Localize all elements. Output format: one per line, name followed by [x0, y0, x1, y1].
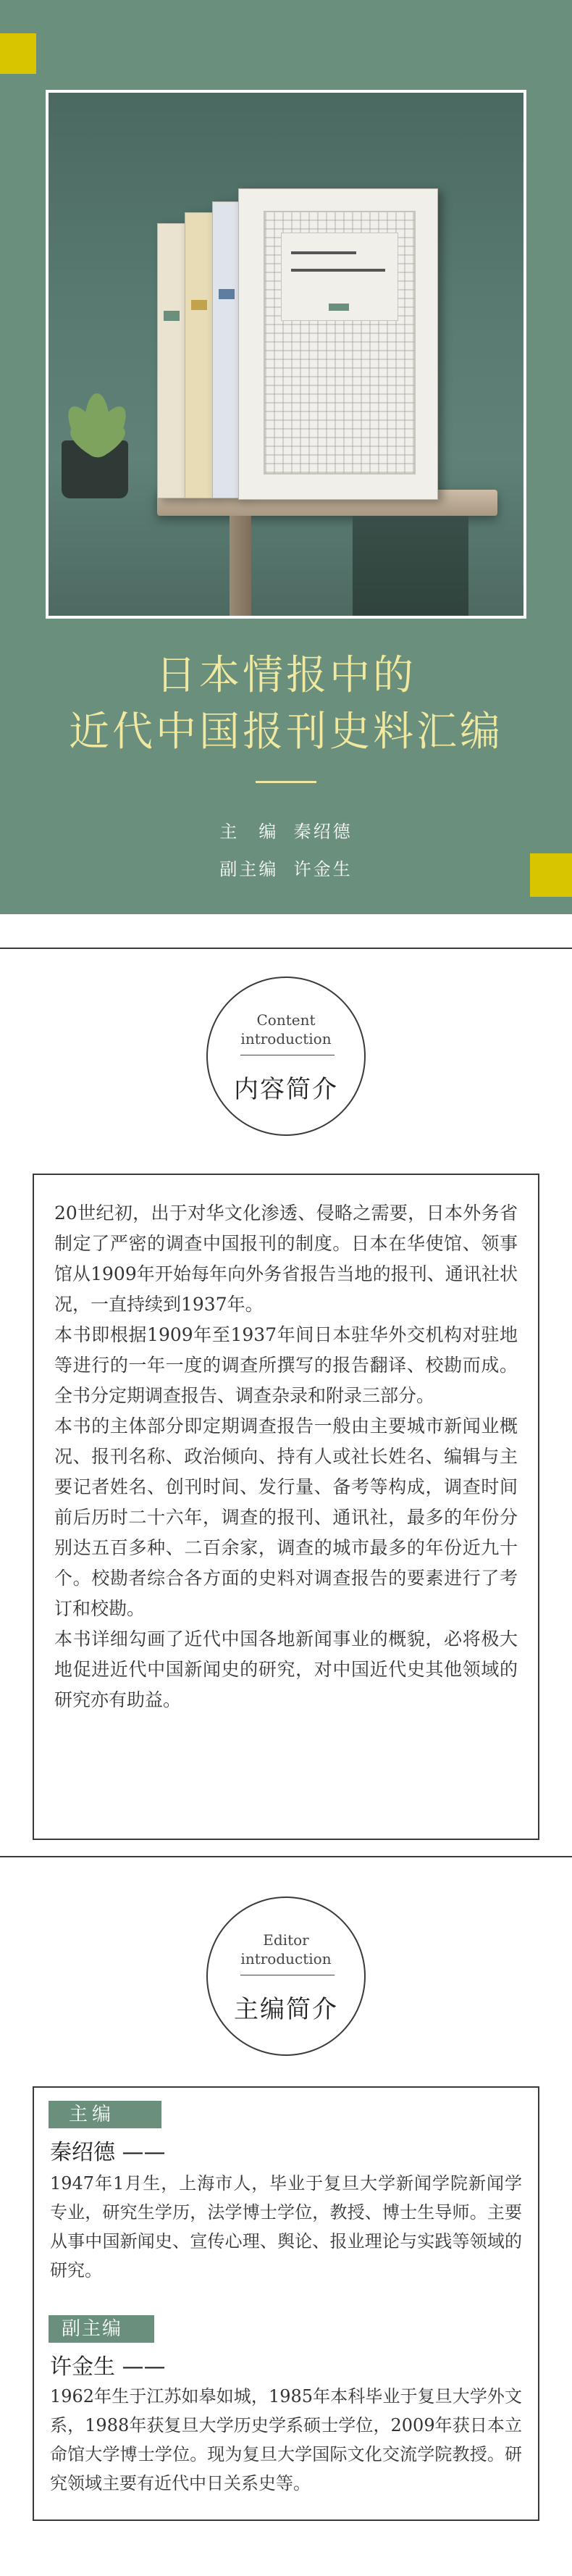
book-spine	[212, 201, 241, 498]
cover-title-mark	[291, 269, 385, 272]
chief-editor-role-tag: 主编	[49, 2101, 161, 2128]
deputy-editor-description: 1962年生于江苏如皋如城，1985年本科毕业于复旦大学外文系，1988年获复旦大学历史学系硕士学位，2009年获日本立命馆大学博士学位。现为复旦大学国际文化交流学院教授。研究领域主要有近代中日关系史等。	[50, 2386, 522, 2493]
book-title-line2: 近代中国报刊史料汇编	[69, 708, 503, 756]
book-title-line1: 日本情报中的	[156, 652, 416, 699]
section-divider	[0, 1856, 572, 1857]
book-spine	[157, 223, 186, 498]
spine-band	[191, 300, 207, 310]
badge-en-line1: Editor	[263, 1931, 309, 1949]
content-intro-box	[33, 1174, 539, 1840]
spine-band	[164, 311, 180, 321]
accent-square-bottom-right	[530, 853, 572, 897]
book-set-photo	[46, 90, 526, 619]
intro-paragraph: 20世纪初，出于对华文化渗透、侵略之需要，日本外务省制定了严密的调查中国报刊的制度。日本在华使馆、领事馆从1909年开始每年向外务省报告当地的报刊、通讯社状况，一直持续到1937年。	[54, 1203, 518, 1315]
content-intro-badge	[206, 977, 366, 1136]
table-leg	[230, 516, 251, 619]
badge-en-line1: Content	[256, 1011, 316, 1029]
badge-cn-title: 主编简介	[234, 1995, 338, 2024]
deputy-editor-name: 许金生 ——	[50, 2354, 166, 2380]
editor-intro-box	[33, 2086, 539, 2521]
spine-band	[219, 289, 235, 299]
chief-editor-description: 1947年1月生，上海市人，毕业于复旦大学新闻学院新闻学专业，研究生学历，法学博士学位，教授、博士生导师。主要从事中国新闻史、宣传心理、舆论、报业理论与实践等领域的研究。	[50, 2173, 522, 2280]
editor-intro-badge	[206, 1897, 366, 2056]
section-divider	[0, 948, 572, 949]
badge-en-line2: introduction	[240, 1950, 332, 1967]
chief-editor-name: 秦绍德 ——	[50, 2140, 166, 2165]
title-divider	[256, 781, 316, 783]
table-shadow	[353, 516, 468, 619]
intro-paragraph: 本书即根据1909年至1937年间日本驻华外交机构对驻地等进行的一年一度的调查所撰写的报告翻译、校勘而成。全书分定期调查报告、调查杂录和附录三部分。	[54, 1324, 518, 1406]
intro-paragraph: 本书的主体部分即定期调查报告一般由主要城市新闻业概况、报刊名称、政治倾向、持有人或社长姓名、编辑与主要记者姓名、创刊时间、发行量、备考等构成，调查时间前后历时二十六年，调查的报刊、通讯社，最多的年份分别达五百多种、二百余家，调查的城市最多的年份近九十个。校勘者综合各方面的史料对调查报告的要素进行了考订和校勘。	[54, 1415, 518, 1619]
chief-editor-line: 主 编 秦绍德	[219, 821, 353, 842]
cover-volume-tag	[329, 304, 349, 311]
deputy-editor-line: 副主编 许金生	[219, 859, 353, 879]
intro-paragraph: 本书详细勾画了近代中国各地新闻事业的概貌，必将极大地促进近代中国新闻史的研究，对中国近代史其他领域的研究亦有助益。	[54, 1628, 518, 1710]
hero-banner	[0, 0, 572, 914]
accent-square-top-left	[0, 33, 36, 74]
badge-en-line2: introduction	[240, 1030, 332, 1047]
book-front-cover	[238, 188, 438, 500]
cover-title-mark	[291, 251, 356, 254]
book-spine	[185, 212, 214, 498]
deputy-editor-role-tag: 副主编	[49, 2315, 154, 2343]
badge-cn-title: 内容简介	[234, 1075, 338, 1104]
